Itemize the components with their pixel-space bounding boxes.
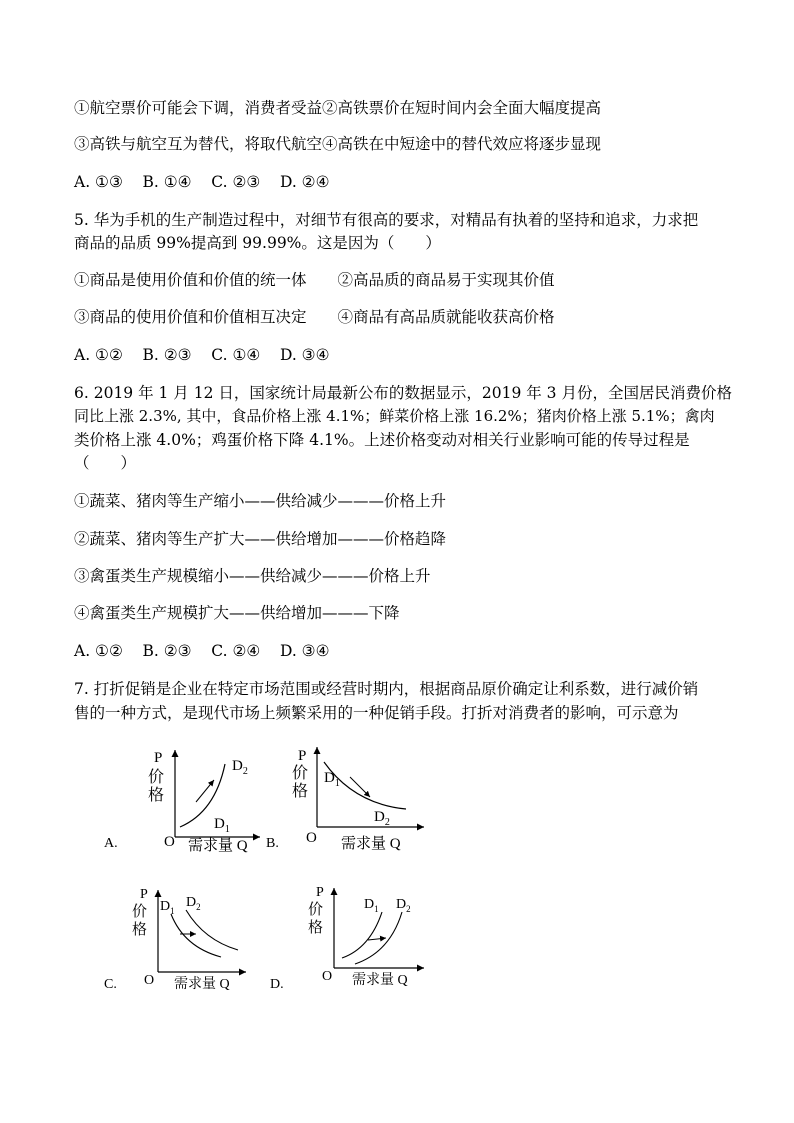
graph-c-price-label-bottom: 格 (132, 922, 148, 938)
graph-b-diagram (284, 742, 434, 854)
q5-stem-line-1: 5. 华为手机的生产制造过程中，对细节有很高的要求，对精品有执着的坚持和追求，力求把 (74, 211, 699, 229)
graph-d-price-label-top: 价 (308, 902, 324, 918)
graph-a-price-label-bottom: 格 (148, 787, 165, 804)
q6-stem-line-3: 类价格上涨 4.0%；鸡蛋价格下降 4.1%。上述价格变动对相关行业影响可能的传导过程是 (74, 431, 690, 449)
graph-b-d2-label: $D_2$ (374, 809, 390, 828)
q6-stem-line-2: 同比上涨 2.3%, 其中，食品价格上涨 4.1%；鲜菜价格上涨 16.2%；猪肉价格上涨 5.1%；禽肉 (74, 407, 715, 425)
graph-b-p-label: P (298, 748, 307, 764)
graph-d-p-label: P (316, 885, 324, 900)
q6-stem-line-1: 6. 2019 年 1 月 12 日，国家统计局最新公布的数据显示，2019 年 3 月份，全国居民消费价格 (74, 384, 732, 402)
q4-option-line-1: ①航空票价可能会下调，消费者受益②高铁票价在短时间内会全面大幅度提高 (74, 99, 602, 117)
graph-c-origin: O (144, 973, 155, 988)
option-d-letter: D. (270, 977, 284, 992)
graph-a-quantity-label: 需求量 Q (188, 838, 248, 854)
graph-b-d1-label: $D_1$ (324, 770, 340, 789)
graph-a-origin: O (164, 834, 175, 850)
graph-a-p-label: P (154, 750, 163, 766)
q5-option-line-1: ①商品是使用价值和价值的统一体 ②高品质的商品易于实现其价值 (74, 271, 555, 289)
q6-option-3: ③禽蛋类生产规模缩小——供给减少———价格上升 (74, 567, 431, 585)
graph-c-price-label-top: 价 (132, 904, 148, 920)
graph-d-diagram (300, 880, 430, 992)
q5-stem-line-2: 商品的品质 99%提高到 99.99%。这是因为（ ） (74, 234, 441, 252)
graph-c-d1-label: $D_1$ (160, 899, 175, 916)
graph-c-diagram (126, 882, 256, 994)
graph-b-origin: O (306, 830, 317, 846)
q4-option-line-2: ③高铁与航空互为替代，将取代航空④高铁在中短途中的替代效应将逐步显现 (74, 135, 602, 153)
q6-option-4: ④禽蛋类生产规模扩大——供给增加———下降 (74, 604, 400, 622)
q6-option-2: ②蔬菜、猪肉等生产扩大——供给增加———价格趋降 (74, 530, 447, 548)
graph-c-quantity-label: 需求量 Q (174, 977, 230, 992)
graph-d-price-label-bottom: 格 (308, 920, 324, 936)
graph-c-d2-label: $D_2$ (186, 895, 201, 912)
graph-d-d2-label: $D_2$ (396, 897, 411, 914)
q6-answer-choices: A. ①② B. ②③ C. ②④ D. ③④ (74, 642, 330, 660)
graph-d-d1-label: $D_1$ (364, 897, 379, 914)
option-a-letter: A. (104, 836, 118, 851)
option-c-letter: C. (104, 977, 117, 992)
graph-c-p-label: P (140, 887, 148, 902)
q7-stem-line-2: 售的一种方式，是现代市场上频繁采用的一种促销手段。打折对消费者的影响，可示意为 (74, 704, 679, 722)
graph-b-price-label-bottom: 格 (292, 783, 309, 800)
q5-answer-choices: A. ①② B. ②③ C. ①④ D. ③④ (74, 346, 330, 364)
q6-option-1: ①蔬菜、猪肉等生产缩小——供给减少———价格上升 (74, 492, 447, 510)
graph-b-price-label-top: 价 (292, 765, 309, 782)
graph-b-quantity-label: 需求量 Q (341, 836, 401, 852)
q5-option-line-2: ③商品的使用价值和价值相互决定 ④商品有高品质就能收获高价格 (74, 308, 555, 326)
graph-a-d1-label: $D_1$ (214, 816, 230, 835)
q4-answer-choices: A. ①③ B. ①④ C. ②③ D. ②④ (74, 173, 330, 191)
option-b-letter: B. (266, 836, 279, 851)
graph-a-price-label-top: 价 (148, 769, 165, 786)
graph-d-quantity-label: 需求量 Q (352, 973, 408, 988)
graph-a-diagram (130, 742, 270, 854)
graph-a-d2-label: $D_2$ (232, 758, 248, 777)
q6-stem-line-4: （ ） (74, 454, 137, 472)
q7-stem-line-1: 7. 打折促销是企业在特定市场范围或经营时期内，根据商品原价确定让利系数，进行减价销 (74, 680, 699, 698)
graph-d-origin: O (322, 969, 333, 984)
